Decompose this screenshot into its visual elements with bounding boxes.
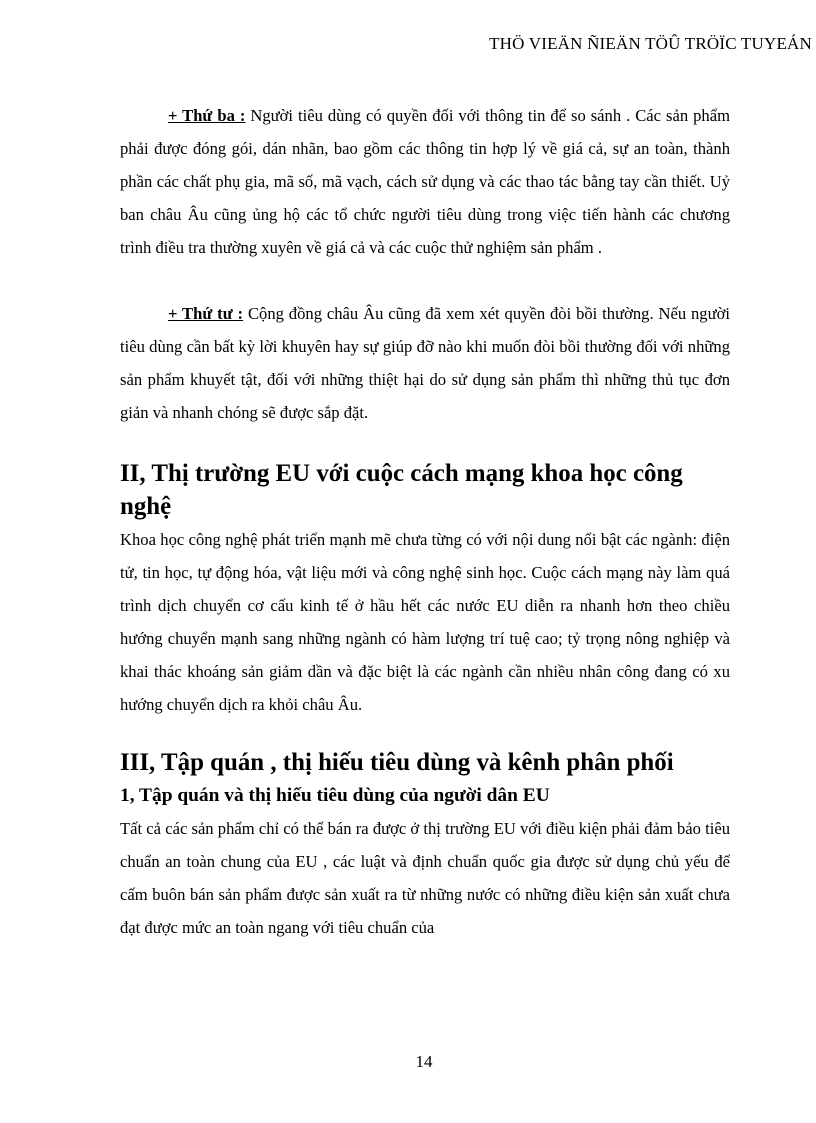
document-body [120, 99, 730, 944]
section-3-heading: III, Tập quán , thị hiếu tiêu dùng và kênh phân phối [120, 749, 674, 776]
paragraph-spacer [120, 429, 730, 457]
page-number: 14 [415, 1052, 433, 1071]
section-3-paragraph: Tất cả các sản phẩm chỉ có thể bán ra được ở thị trường EU với điều kiện phải đảm bảo tiêu chuẩn an toàn chung của EU , các luật và định chuẩn quốc gia được sử dụng chủ yếu để cấm buôn bán sản phẩm được sản xuất ra từ những nước có những điều kiện sản xuất chưa đạt được mức an toàn ngang với tiêu chuẩn của [120, 819, 730, 937]
section-3-subheading: 1, Tập quán và thị hiếu tiêu dùng của người dân EU [120, 785, 550, 806]
third-right-text: Người tiêu dùng có quyền đối với thông tin để so sánh . Các sản phẩm phải được đóng gói, dán nhãn, bao gồm các thông tin hợp lý về giá cả, sự an toàn, thành phần các chất phụ gia, mã số, mã vạch, cách sử dụng và các thao tác bằng tay cần thiết. Uỷ ban châu Âu cũng ủng hộ các tổ chức người tiêu dùng trong việc tiến hành các chương trình điều tra thường xuyên về giá cả và các cuộc thử nghiệm sản phẩm . [120, 106, 730, 257]
paragraph-fourth-right [120, 297, 730, 429]
running-header: THÖ VIEÄN ÑIEÄN TÖÛ TRÖÏC TUYEÁN [489, 34, 812, 53]
third-right-label: + Thứ ba : [168, 106, 246, 125]
paragraph-spacer [120, 264, 730, 297]
paragraph-third-right [120, 99, 730, 264]
fourth-right-label: + Thứ tư : [168, 304, 244, 323]
paragraph-spacer [120, 721, 730, 746]
section-2-heading: II, Thị trường EU với cuộc cách mạng khoa học công nghệ [120, 460, 683, 520]
section-2-paragraph: Khoa học công nghệ phát triển mạnh mẽ chưa từng có với nội dung nổi bật các ngành: điện tử, tin học, tự động hóa, vật liệu mới và công nghệ sinh học. Cuộc cách mạng này làm quá trình dịch chuyển cơ cấu kinh tế ở hầu hết các nước EU diễn ra nhanh hơn theo chiều hướng chuyển mạnh sang những ngành có hàm lượng trí tuệ cao; tỷ trọng nông nghiệp và khai thác khoáng sản giảm dần và đặc biệt là các ngành cần nhiều nhân công đang có xu hướng chuyển dịch ra khỏi châu Âu. [120, 530, 730, 714]
fourth-right-text: Cộng đồng châu Âu cũng đã xem xét quyền đòi bồi thường. Nếu người tiêu dùng cần bất kỳ lời khuyên hay sự giúp đỡ nào khi muốn đòi bồi thường đối với những sản phẩm khuyết tật, đối với những thiệt hại do sử dụng sản phẩm thì những thủ tục đơn giản và nhanh chóng sẽ được sắp đặt. [120, 304, 730, 422]
